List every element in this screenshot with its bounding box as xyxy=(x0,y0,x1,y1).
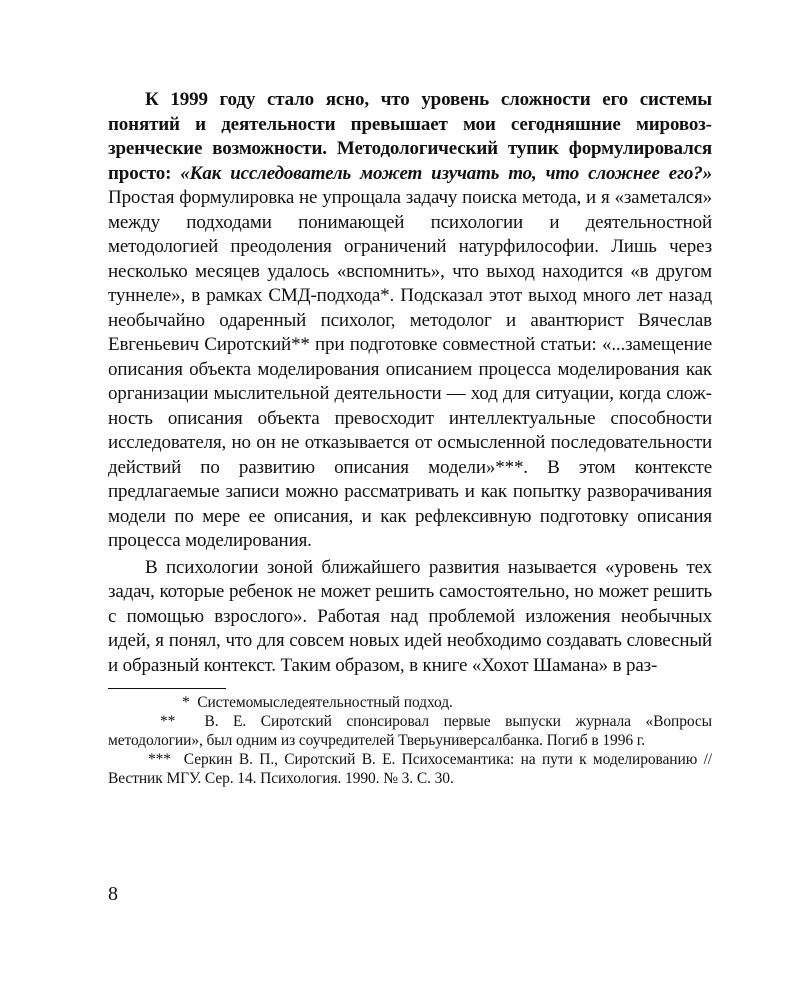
paragraph-2 xyxy=(108,556,712,679)
footnote-2-mark: ** xyxy=(160,713,176,730)
footnote-1 xyxy=(108,693,712,712)
paragraph-1-rest: Простая формулировка не упрощала задачу поиска метода, и я «заметался» между подходами понимающей психологии и деятельностной методологией преодоления ограничений натурфилософии. Лишь через несколько месяцев удалось «вспомнить», что выход находится «в другом туннеле», в рамках СМД-подхода*. Подсказал этот выход много лет назад необычайно одаренный психолог, методолог и авантюрист Вячеслав Евгеньевич Сиротский** при подготовке совместной статьи: «...замещение описания объекта моделирования описанием процесса моделирования как организации мыслительной деятельности — ход для ситуации, когда сложность описания объекта превосходит интеллектуальные способности исследователя, но он не отказывается от осмысленной последовательности действий по развитию описания модели»***. В этом контексте предлагаемые записи можно рассматривать и как попытку разворачивания модели по мере ее описания, и как рефлексивную подготовку описания процесса моделирования. xyxy=(108,187,712,551)
paragraph-2-text: В психологии зоной ближайшего развития называется «уровень тех задач, которые ребенок не может решить самостоятельно, но может решить с помощью взрослого». Работая над проблемой изложения необычных идей, я понял, что для совсем новых идей необходимо создавать словесный и образный контекст. Таким образом, в книге «Хохот Шамана» в раз- xyxy=(108,556,712,676)
paragraph-1-quote: «Как исследователь может изучать то, что сложнее его?» xyxy=(180,162,712,184)
footnote-2 xyxy=(108,712,712,750)
footnote-3-mark: *** xyxy=(148,751,171,768)
footnote-2-text: В. Е. Сиротский спонсировал первые выпуски журнала «Вопросы методологии», был одним из соучредителей Тверьуниверсалбанка. Погиб в 1996 г. xyxy=(108,713,712,749)
page-number: 8 xyxy=(108,883,118,905)
footnote-3-text: Серкин В. П., Сиротский В. Е. Психосемантика: на пути к моделированию // Вестник МГУ. Сер. 14. Психология. 1990. № 3. С. 30. xyxy=(108,751,712,787)
paragraph-1 xyxy=(108,88,712,554)
footnote-rule xyxy=(108,688,226,689)
footnote-1-text: Системомыследеятельностный подход. xyxy=(197,694,453,711)
footnote-3 xyxy=(108,750,712,788)
footnote-1-mark: * xyxy=(182,694,190,711)
page-body xyxy=(108,88,712,788)
paragraph-1-lead: К 1999 году стало ясно, что уровень сложности его системы понятий и деятельности превышает мои сегодняшние мировоззренческие возможности. Методологический тупик формулировался просто: xyxy=(108,89,712,184)
